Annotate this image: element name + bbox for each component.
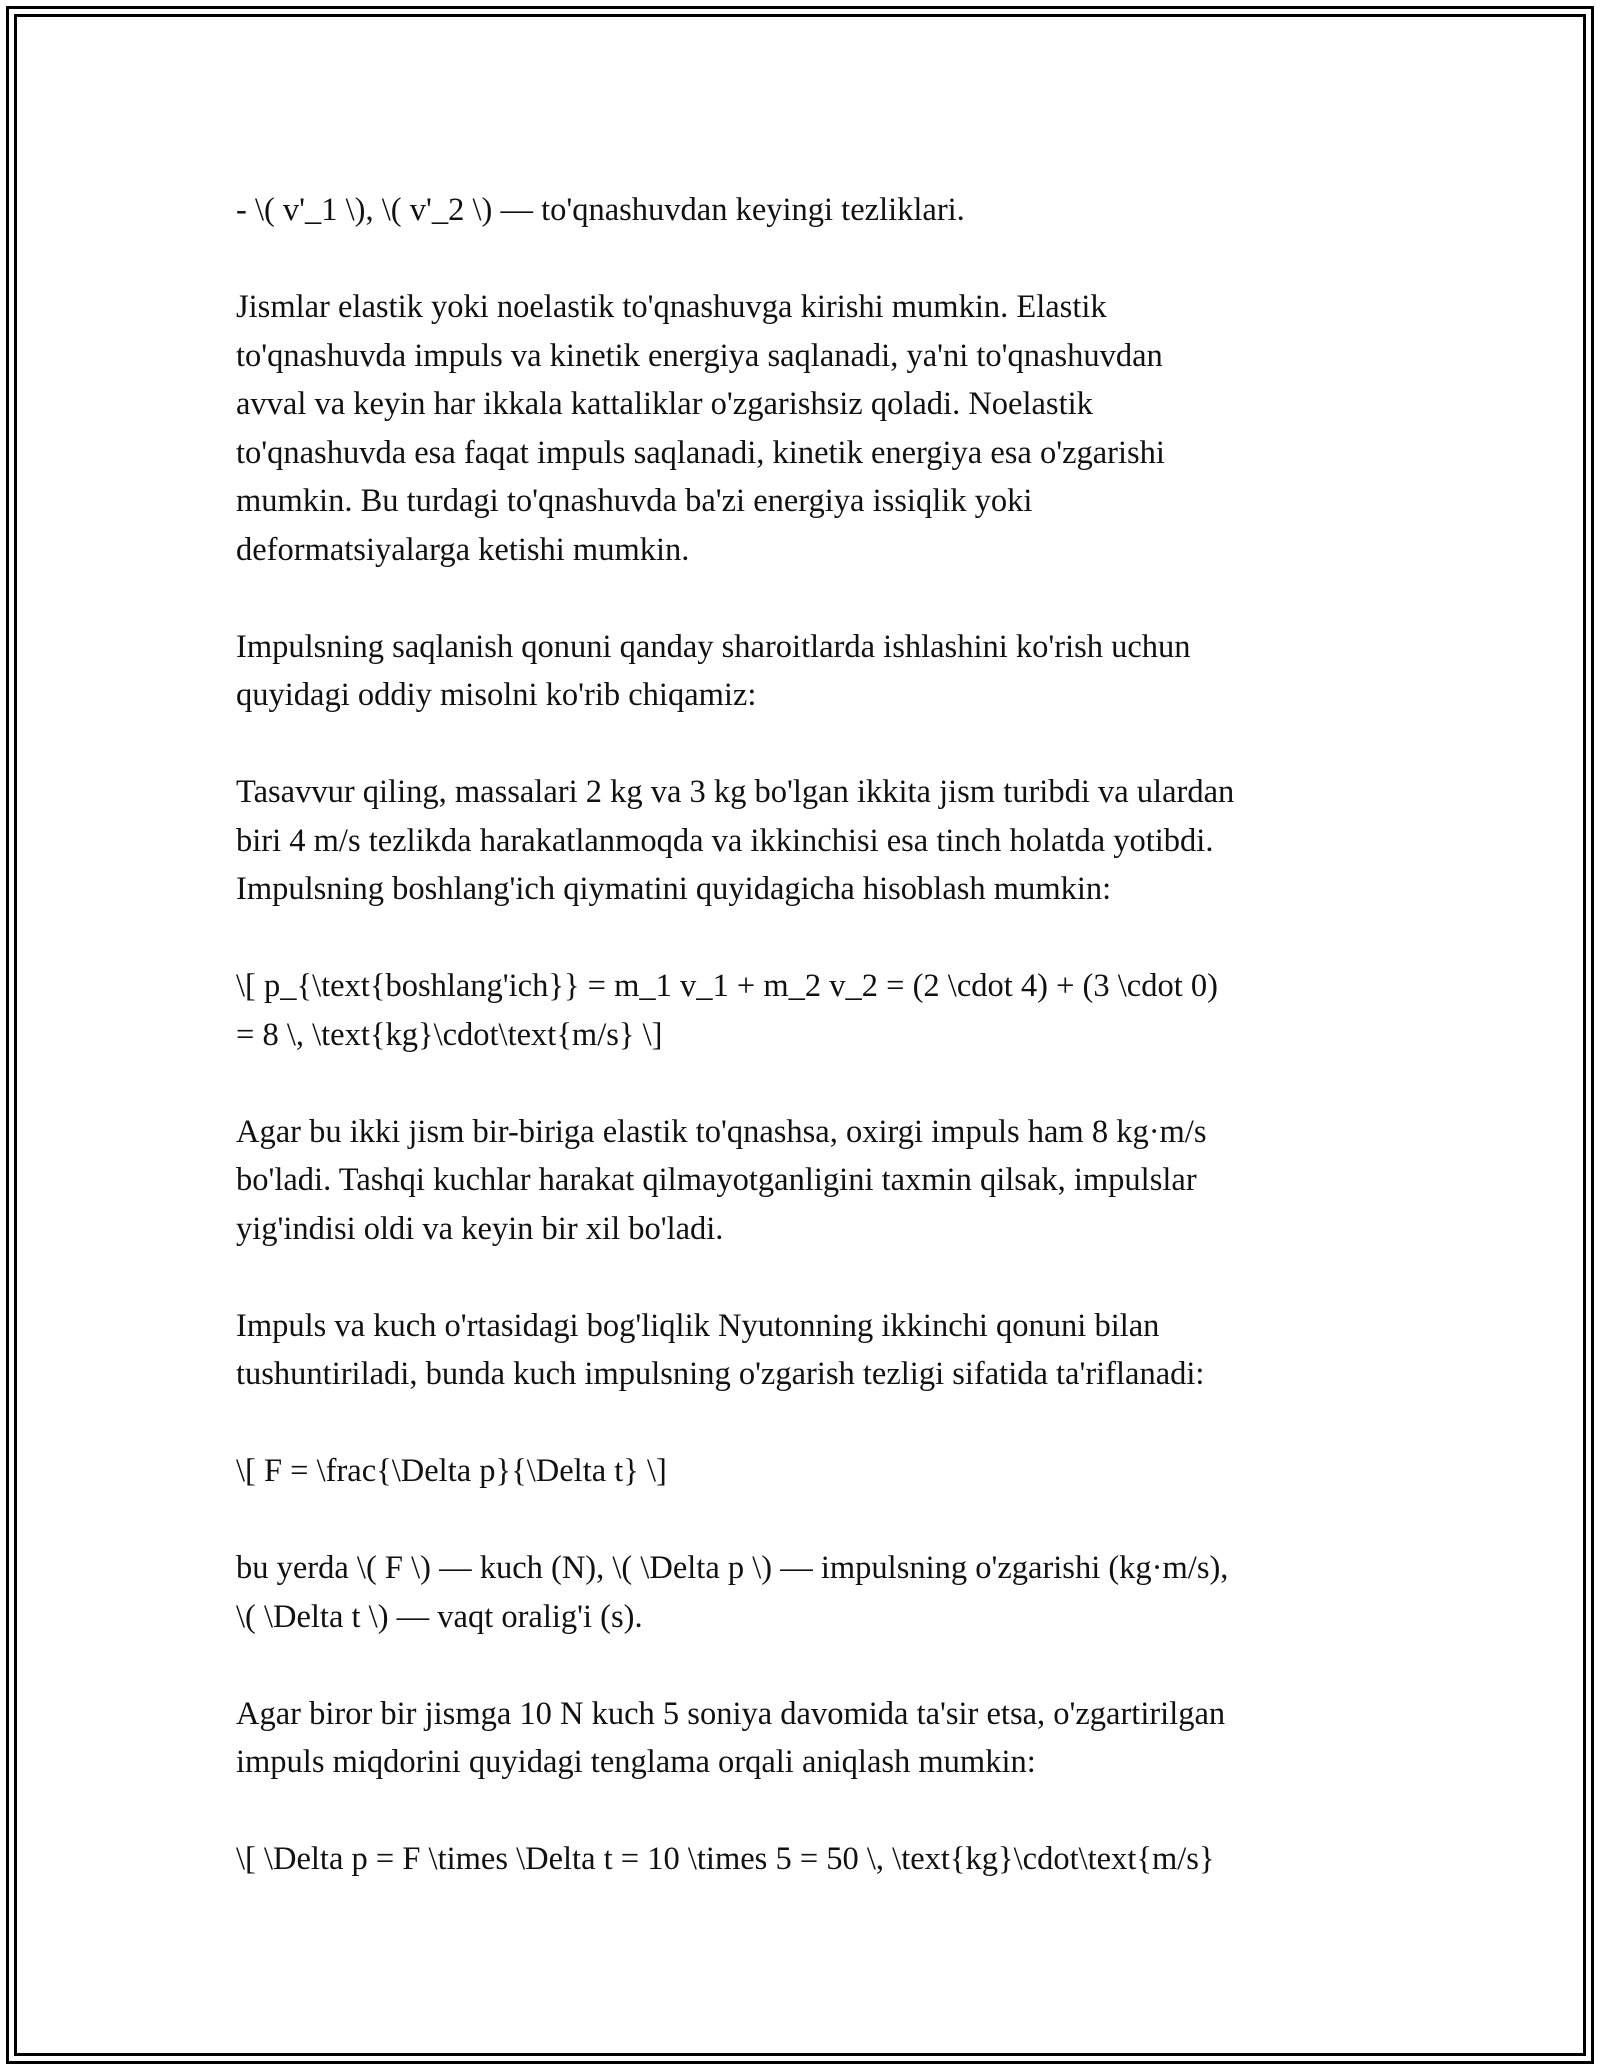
paragraph-example-intro: Impulsning saqlanish qonuni qanday sharoitlarda ishlashini ko'rish uchun quyidagi oddiy misolni ko'rib chiqamiz: <box>236 628 1191 713</box>
formula-initial-momentum: \[ p_{\text{boshlang'ich}} = m_1 v_1 + m_2 v_2 = (2 \cdot 4) + (3 \cdot 0) = 8 \, \text{kg}\cdot\text{m/s} \] <box>236 968 1218 1053</box>
paragraph-formula-terms: bu yerda \( F \) — kuch (N), \( \Delta p \) — impulsning o'zgarishi (kg·m/s), \( \Delta t \) — vaqt oralig'i (s). <box>236 1550 1229 1635</box>
paragraph-force-example: Agar biror bir jismga 10 N kuch 5 soniya davomida ta'sir etsa, o'zgartirilgan impuls miqdorini quyidagi tenglama orqali aniqlash mumkin: <box>236 1695 1226 1780</box>
paragraph-newton-law: Impuls va kuch o'rtasidagi bog'liqlik Nyutonning ikkinchi qonuni bilan tushuntiriladi, bunda kuch impulsning o'zgarish tezligi sifatida ta'riflanadi: <box>236 1307 1205 1392</box>
document-body <box>236 186 1376 1884</box>
paragraph-elastic-result: Agar bu ikki jism bir-biriga elastik to'qnashsa, oxirgi impuls ham 8 kg·m/s bo'ladi. Tashqi kuchlar harakat qilmayotganligini taxmin qilsak, impulslar yig'indisi oldi va keyin bir xil bo'ladi. <box>236 1113 1207 1247</box>
paragraph-velocity-definitions: - \( v'_1 \), \( v'_2 \) — to'qnashuvdan keyingi tezliklari. <box>236 192 965 228</box>
formula-force: \[ F = \frac{\Delta p}{\Delta t} \] <box>236 1453 667 1489</box>
paragraph-example-setup: Tasavvur qiling, massalari 2 kg va 3 kg bo'lgan ikkita jism turibdi va ulardan biri 4 m/s tezlikda harakatlanmoqda va ikkinchisi esa tinch holatda yotibdi. Impulsning boshlang'ich qiymatini quyidagicha hisoblash mumkin: <box>236 774 1235 907</box>
paragraph-collision-types: Jismlar elastik yoki noelastik to'qnashuvga kirishi mumkin. Elastik to'qnashuvda impuls va kinetik energiya saqlanadi, ya'ni to'qnashuvdan avval va keyin har ikkala kattaliklar o'zgarishsiz qoladi. Noelastik to'qnashuvda esa faqat impuls saqlanadi, kinetik energiya esa o'zgarishi mumkin. Bu turdagi to'qnashuvda ba'zi energiya issiqlik yoki deformatsiyalarga ketishi mumkin. <box>236 289 1165 568</box>
formula-momentum-change: \[ \Delta p = F \times \Delta t = 10 \times 5 = 50 \, \text{kg}\cdot\text{m/s} <box>236 1841 1215 1877</box>
